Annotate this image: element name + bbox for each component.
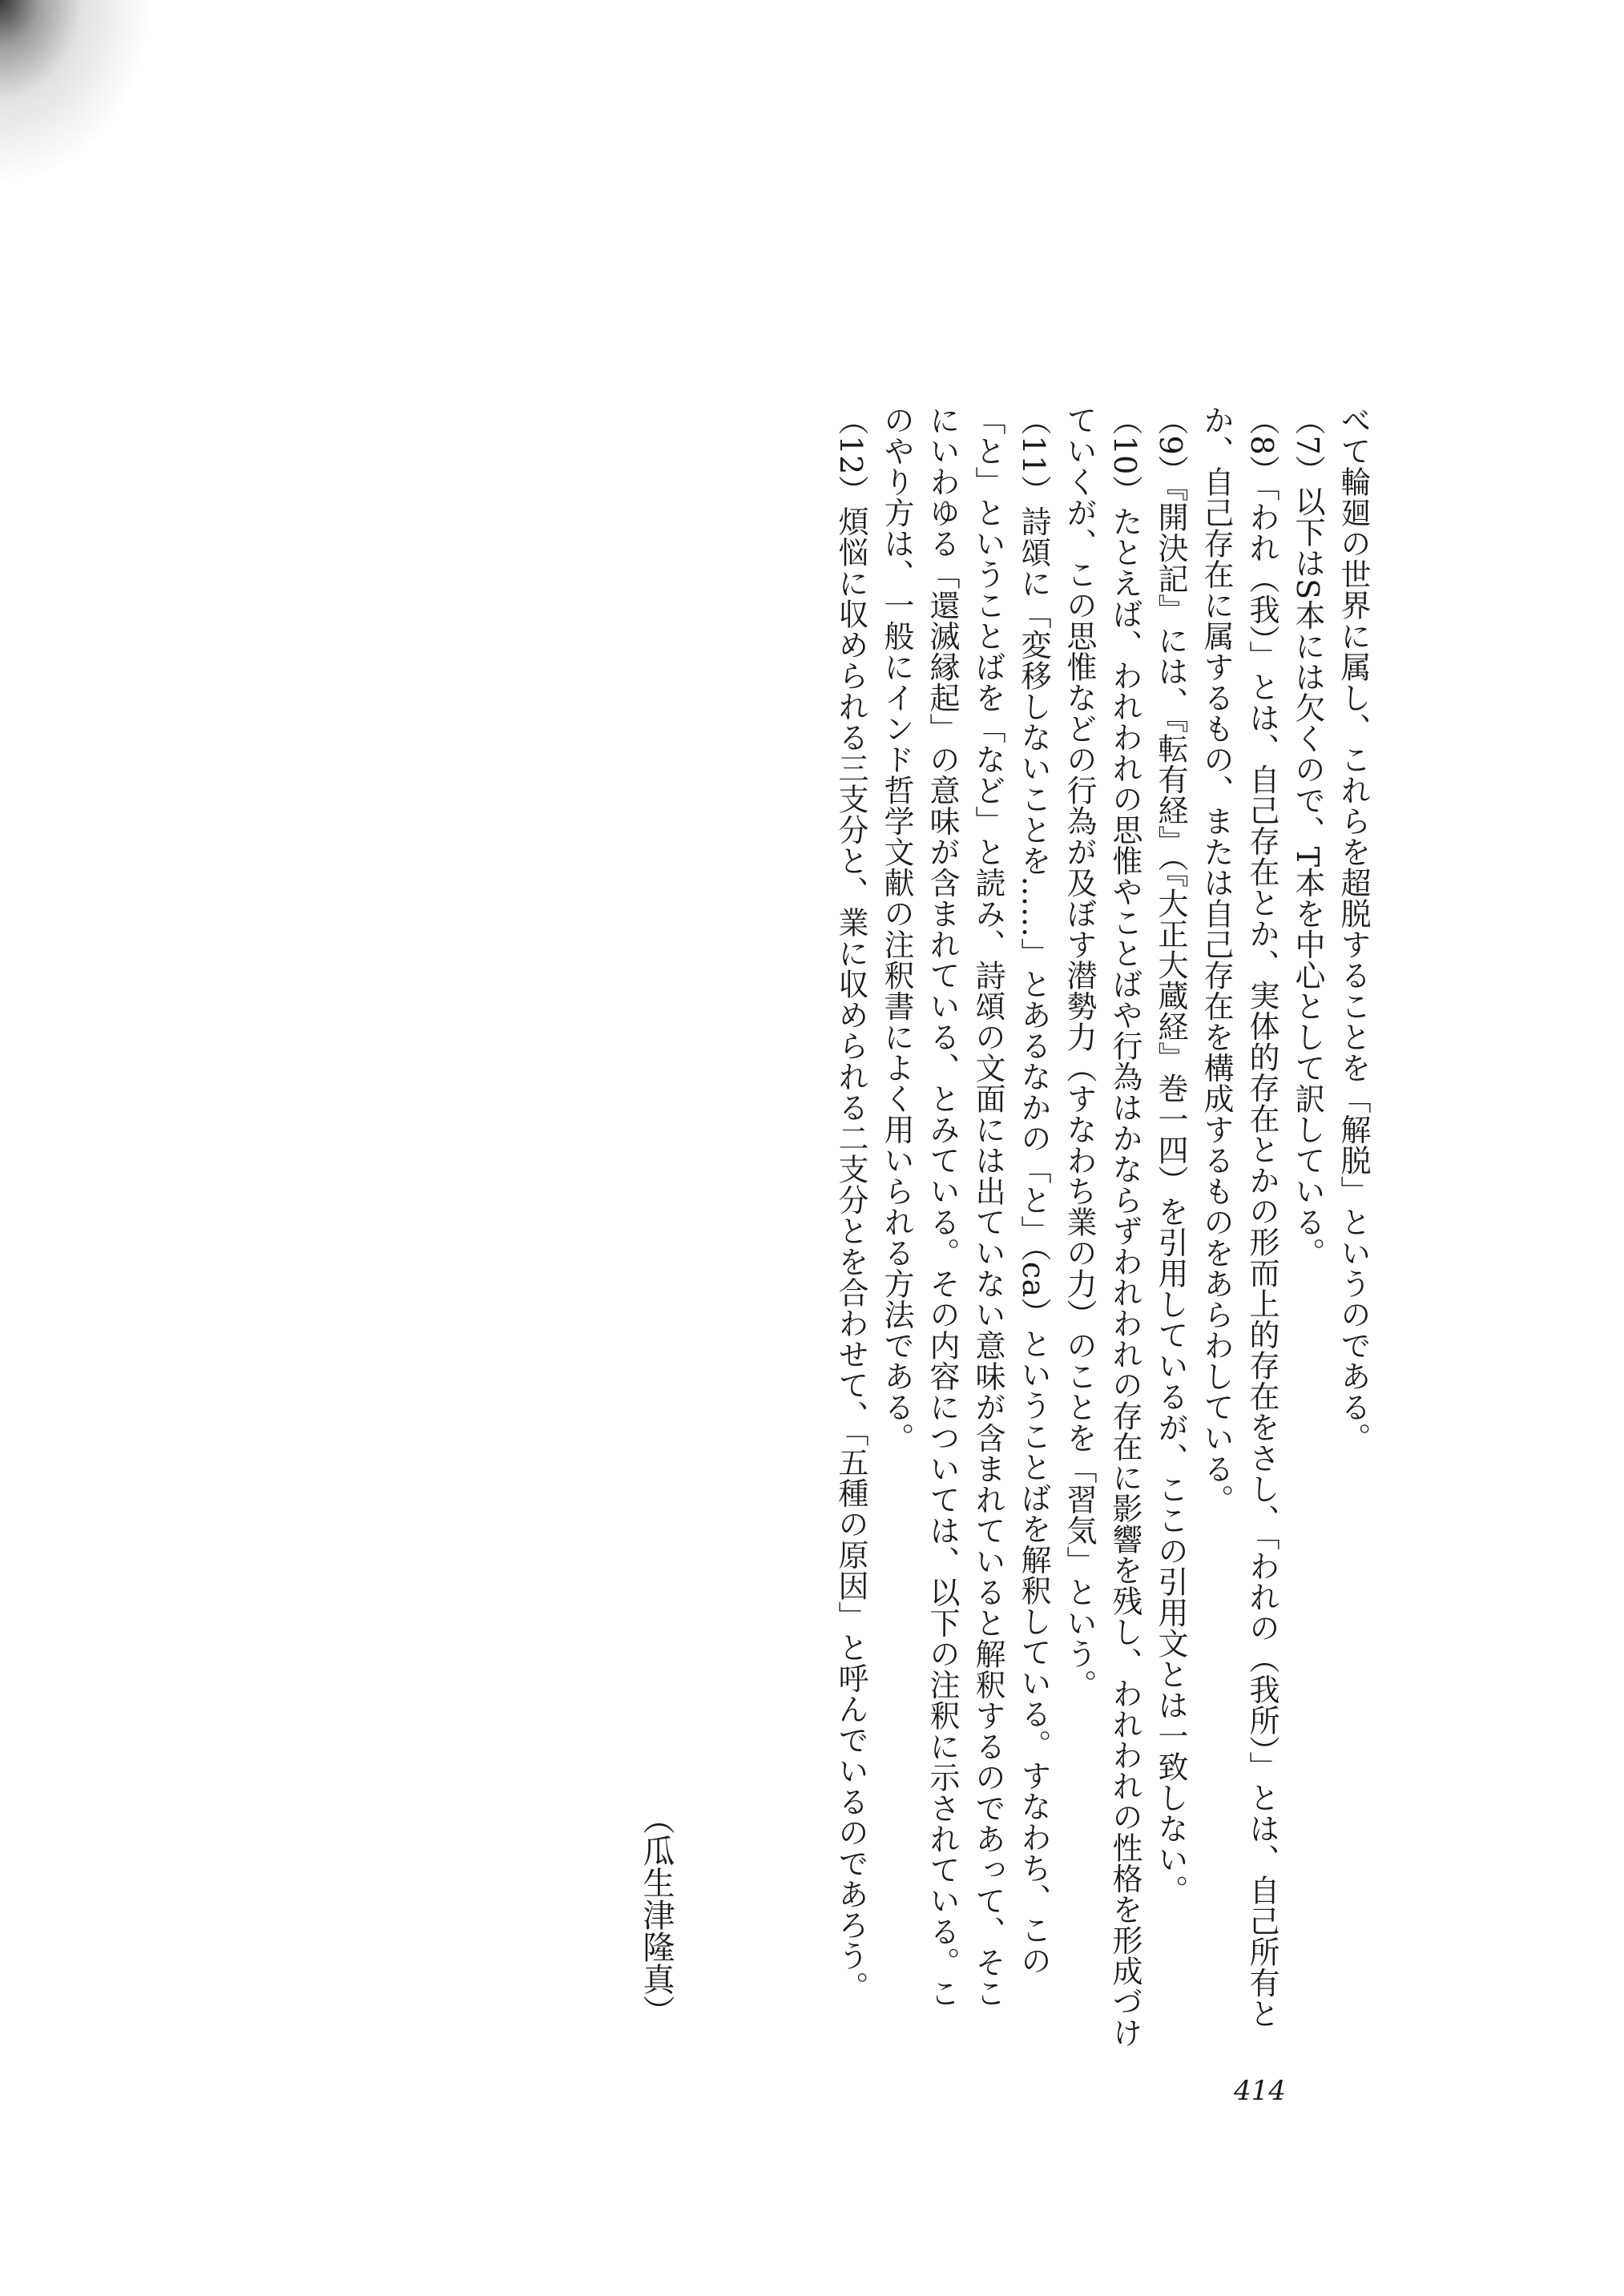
note-12: （12）煩悩に収められる三支分と、業に収められる二支分とを合わせて、「五種の原因」と呼んでいるのであろう。 [833, 405, 868, 2002]
text-line-1: べて輪廻の世界に属し、これらを超脱することを「解脱」というのである。 [1336, 405, 1371, 1453]
note-11: （11）詩頌に「変移しないことを……」とあるなかの「と」（ca）ということばを解釈している。すなわち、この [1016, 405, 1051, 1976]
note-7: （7）以下はS本には欠くので、T本を中心として訳している。 [1290, 405, 1325, 1269]
note-8: （8）「われ（我）」とは、自己存在とか、実体的存在とかの形而上的存在をさし、「われの（我所）」とは、自己所有と [1244, 405, 1279, 2029]
page-number: 414 [1234, 2075, 1286, 2107]
note-9: （9）『開決記』には、『転有経』（『大正大蔵経』巻一四）を引用しているが、ここの引用文とは一致しない。 [1153, 405, 1188, 1906]
note-10: （10）たとえば、われわれの思惟やことばや行為はかならずわれわれの存在に影響を残し、われわれの性格を形成づけ [1107, 405, 1142, 2048]
note-11-continued-2: にいわゆる「還滅縁起」の意味が含まれている、とみている。その内容については、以下の注釈に示されている。こ [925, 405, 960, 2008]
author-signature: （瓜生津隆真） [638, 1803, 675, 2027]
notes-text-block [828, 405, 1376, 2151]
note-10-continued: ていくが、この思惟などの行為が及ぼす潜勢力（すなわち業の力）のことを「習気」という。 [1062, 405, 1097, 1700]
note-11-continued-3: のやり方は、一般にインド哲学文献の注釈書によく用いられる方法である。 [879, 405, 914, 1453]
note-8-continued: か、自己存在に属するもの、または自己存在を構成するものをあらわしている。 [1199, 405, 1234, 1515]
scan-corner-smudge [0, 0, 152, 184]
note-11-continued-1: 「と」ということばを「など」と読み、詩頌の文面には出ていない意味が含まれていると解釈するのであって、そこ [970, 405, 1005, 2008]
